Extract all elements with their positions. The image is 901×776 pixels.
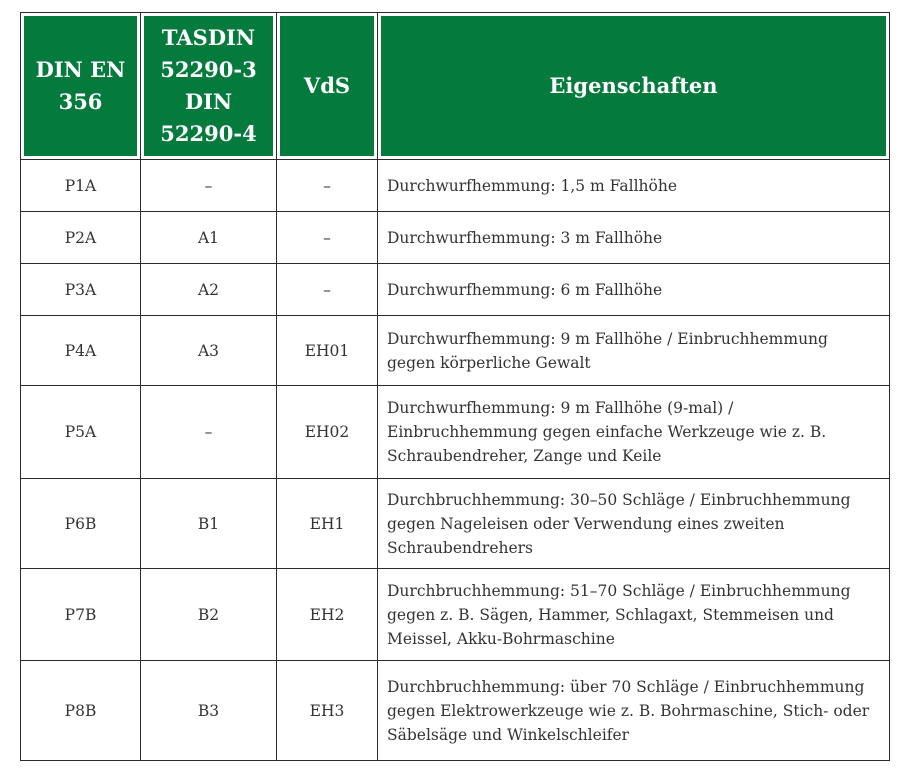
cell-vds: – xyxy=(277,212,378,264)
cell-eigenschaften: Durchbruchhemmung: 51–70 Schläge / Einbruchhemmung gegen z. B. Sägen, Hammer, Schlagaxt, Stemmeisen und Meissel, Akku-Bohrmaschine xyxy=(378,569,890,661)
cell-din-en: P7B xyxy=(21,569,141,661)
cell-eigenschaften: Durchwurfhemmung: 9 m Fallhöhe / Einbruchhemmung gegen körperliche Gewalt xyxy=(378,316,890,386)
cell-tasdin: B2 xyxy=(141,569,277,661)
cell-din-en: P3A xyxy=(21,264,141,316)
cell-eigenschaften: Durchbruchhemmung: über 70 Schläge / Einbruchhemmung gegen Elektrowerkzeuge wie z. B. Bohrmaschine, Stich- oder Säbelsäge und Winkelschleifer xyxy=(378,661,890,761)
cell-tasdin: B3 xyxy=(141,661,277,761)
table-row xyxy=(21,316,890,386)
header-vds: VdS xyxy=(277,13,378,160)
cell-vds: EH02 xyxy=(277,386,378,479)
cell-eigenschaften: Durchwurfhemmung: 3 m Fallhöhe xyxy=(378,212,890,264)
cell-tasdin: A1 xyxy=(141,212,277,264)
table-row xyxy=(21,160,890,212)
header-din-en-356: DIN EN 356 xyxy=(21,13,141,160)
glass-resistance-table-container xyxy=(20,12,889,761)
cell-din-en: P1A xyxy=(21,160,141,212)
cell-tasdin: – xyxy=(141,160,277,212)
cell-tasdin: – xyxy=(141,386,277,479)
cell-tasdin: A3 xyxy=(141,316,277,386)
table-row xyxy=(21,264,890,316)
cell-eigenschaften: Durchwurfhemmung: 1,5 m Fallhöhe xyxy=(378,160,890,212)
cell-din-en: P8B xyxy=(21,661,141,761)
cell-eigenschaften: Durchbruchhemmung: 30–50 Schläge / Einbruchhemmung gegen Nageleisen oder Verwendung eines zweiten Schraubendrehers xyxy=(378,479,890,569)
cell-vds: – xyxy=(277,160,378,212)
cell-tasdin: A2 xyxy=(141,264,277,316)
cell-tasdin: B1 xyxy=(141,479,277,569)
cell-vds: EH3 xyxy=(277,661,378,761)
cell-vds: – xyxy=(277,264,378,316)
header-eigenschaften: Eigenschaften xyxy=(378,13,890,160)
header-row xyxy=(21,13,890,160)
header-tasdin-din: TASDIN 52290-3 DIN 52290-4 xyxy=(141,13,277,160)
table-row xyxy=(21,661,890,761)
table-row xyxy=(21,479,890,569)
cell-eigenschaften: Durchwurfhemmung: 6 m Fallhöhe xyxy=(378,264,890,316)
table-row xyxy=(21,212,890,264)
table-row xyxy=(21,386,890,479)
cell-vds: EH2 xyxy=(277,569,378,661)
cell-eigenschaften: Durchwurfhemmung: 9 m Fallhöhe (9-mal) / Einbruchhemmung gegen einfache Werkzeuge wie z. B. Schraubendreher, Zange und Keile xyxy=(378,386,890,479)
cell-din-en: P6B xyxy=(21,479,141,569)
cell-din-en: P2A xyxy=(21,212,141,264)
cell-vds: EH1 xyxy=(277,479,378,569)
cell-din-en: P4A xyxy=(21,316,141,386)
table-body xyxy=(21,160,890,761)
table-row xyxy=(21,569,890,661)
table-header xyxy=(21,13,890,160)
cell-din-en: P5A xyxy=(21,386,141,479)
cell-vds: EH01 xyxy=(277,316,378,386)
glass-resistance-table xyxy=(20,12,890,761)
